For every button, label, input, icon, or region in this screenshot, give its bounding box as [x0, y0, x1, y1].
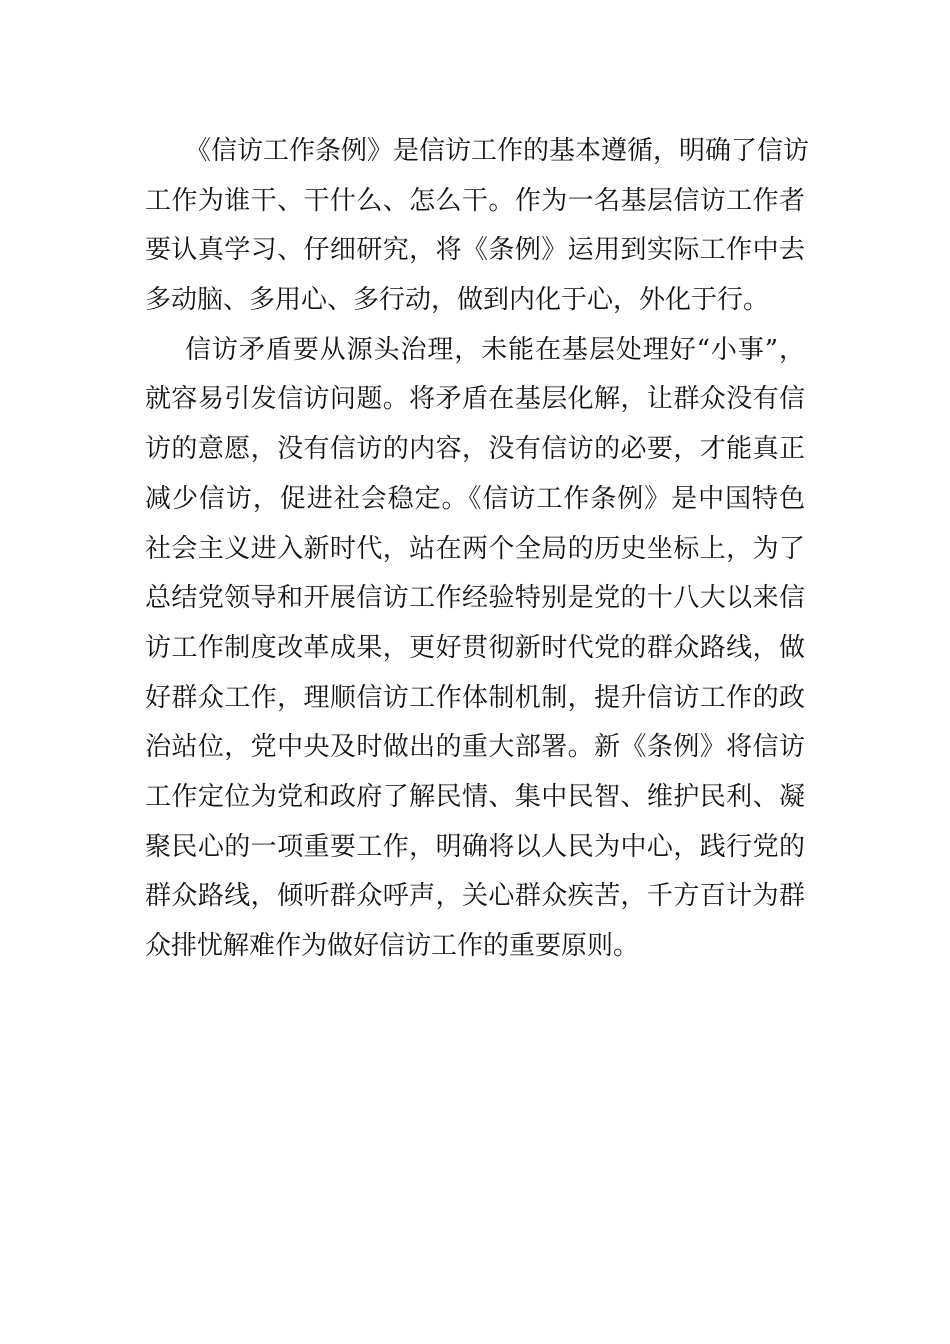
paragraph-line: 访工作制度改革成果，更好贯彻新时代党的群众路线，做: [145, 632, 805, 663]
paragraph-line: 减少信访，促进社会稳定。《信访工作条例》是中国特色: [145, 483, 805, 514]
paragraph-line: 社会主义进入新时代，站在两个全局的历史坐标上，为了: [145, 533, 805, 564]
paragraph-line: 访的意愿，没有信访的内容，没有信访的必要，才能真正: [145, 434, 805, 465]
paragraph-line: 多动脑、多用心、多行动，做到内化于心，外化于行。: [145, 285, 770, 316]
paragraph-line: 工作定位为党和政府了解民情、集中民智、维护民利、凝: [145, 781, 805, 812]
paragraph-1: [145, 127, 810, 326]
paragraph-line: 要认真学习、仔细研究，将《条例》运用到实际工作中去: [145, 235, 805, 266]
paragraph-line: 群众路线，倾听群众呼声，关心群众疾苦，千方百计为群: [145, 881, 805, 912]
paragraph-2: [145, 326, 805, 972]
paragraph-line: 信访矛盾要从源头治理，未能在基层处理好“小事”，: [185, 334, 805, 365]
paragraph-line: 总结党领导和开展信访工作经验特别是党的十八大以来信: [145, 583, 805, 614]
paragraph-line: 好群众工作，理顺信访工作体制机制，提升信访工作的政: [145, 682, 805, 713]
document-body: [145, 127, 810, 972]
paragraph-line: 就容易引发信访问题。将矛盾在基层化解，让群众没有信: [145, 384, 805, 415]
paragraph-line: 治站位，党中央及时做出的重大部署。新《条例》将信访: [145, 732, 805, 763]
paragraph-line: 众排忧解难作为做好信访工作的重要原则。: [145, 931, 640, 961]
paragraph-line: 聚民心的一项重要工作，明确将以人民为中心，践行党的: [145, 831, 805, 862]
paragraph-line: 《信访工作条例》是信访工作的基本遵循，明确了信访: [185, 136, 810, 166]
paragraph-line: 工作为谁干、干什么、怎么干。作为一名基层信访工作者: [145, 185, 805, 216]
